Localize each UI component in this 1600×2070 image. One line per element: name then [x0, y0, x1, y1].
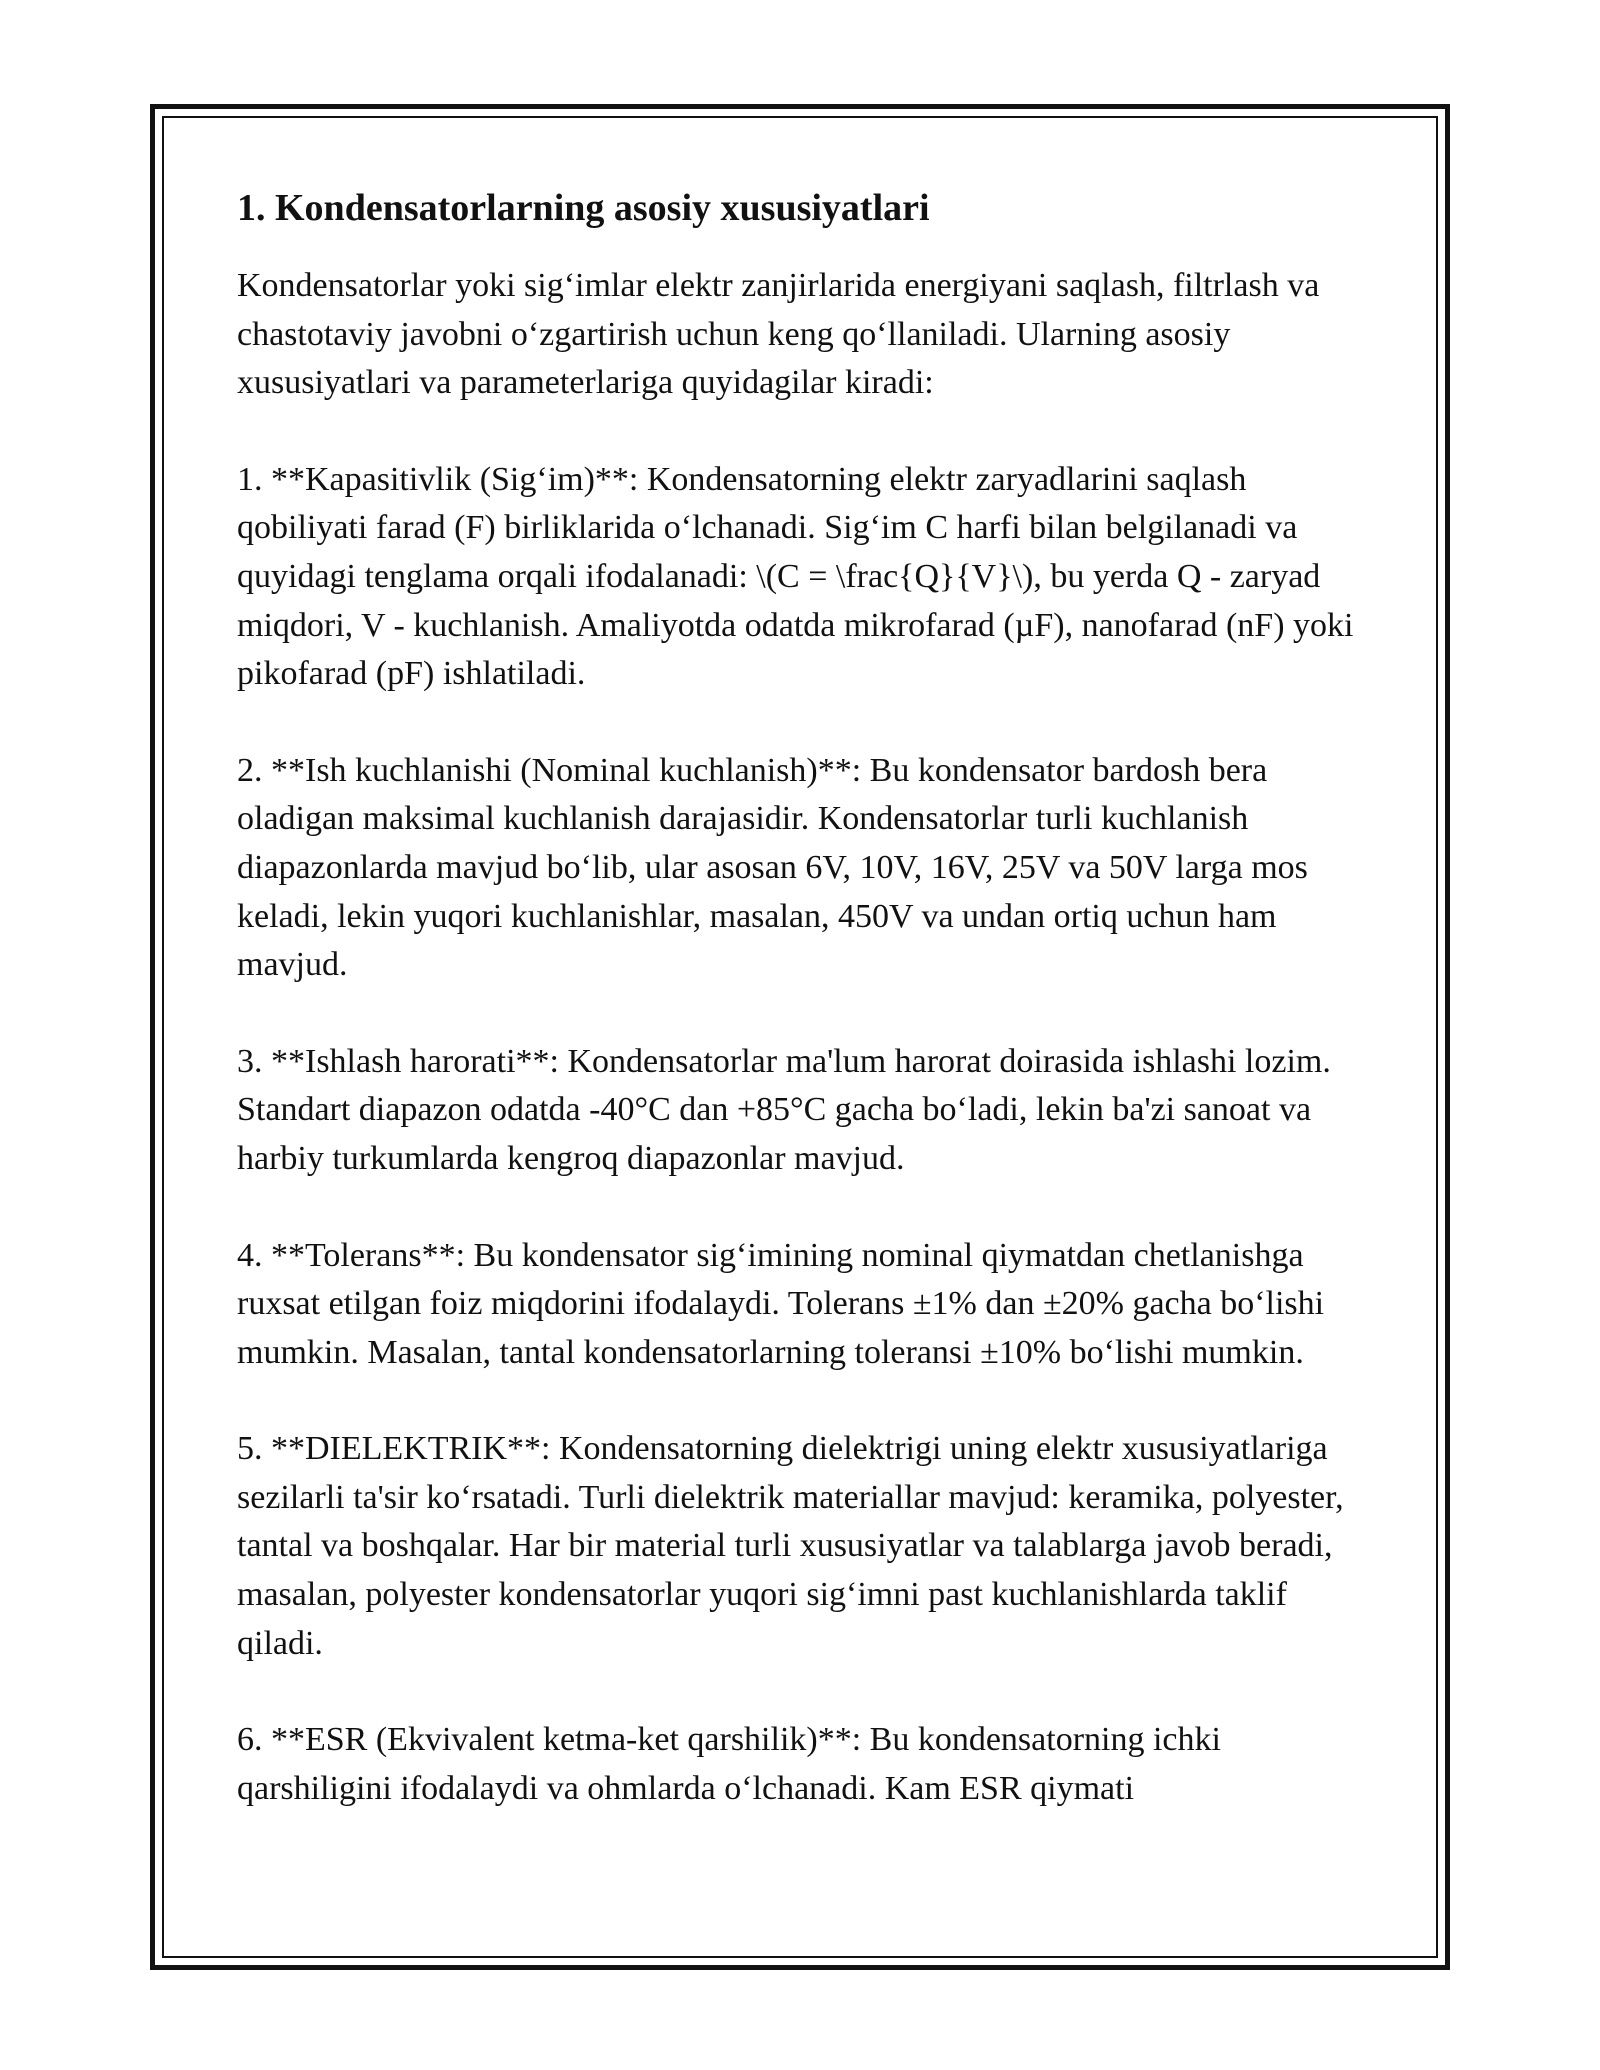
section-heading: 1. Kondensatorlarning asosiy xususiyatlari: [237, 187, 930, 229]
paragraph-esr: 6. **ESR (Ekvivalent ketma-ket qarshilik)**: Bu kondensatorning ichki qarshiligini ifodalaydi va ohmlarda o‘lchanadi. Kam ESR qiymati: [237, 1721, 1221, 1807]
paragraph-operating-temperature: 3. **Ishlash harorati**: Kondensatorlar ma'lum harorat doirasida ishlashi lozim. Standart diapazon odatda -40°C dan +85°C gacha bo‘ladi, lekin ba'zi sanoat va harbiy turkumlarda kengroq diapazonlar mavjud.: [237, 1042, 1331, 1177]
paragraph-dielectric: 5. **DIELEKTRIK**: Kondensatorning dielektrigi uning elektr xususiyatlariga sezilarli ta'sir ko‘rsatadi. Turli dielektrik materiallar mavjud: keramika, polyester, tantal va boshqalar. Har bir material turli xususiyatlar va talablarga javob beradi, masalan, polyester kondensatorlar yuqori sig‘imni past kuchlanishlarda taklif qiladi.: [237, 1430, 1344, 1662]
paragraph-working-voltage: 2. **Ish kuchlanishi (Nominal kuchlanish)**: Bu kondensator bardosh bera oladigan maksimal kuchlanish darajasidir. Kondensatorlar turli kuchlanish diapazonlarda mavjud bo‘lib, ular asosan 6V, 10V, 16V, 25V va 50V larga mos keladi, lekin yuqori kuchlanishlar, masalan, 450V va undan ortiq uchun ham mavjud.: [237, 751, 1308, 984]
document-body: [237, 184, 1362, 1861]
paragraph-tolerance: 4. **Tolerans**: Bu kondensator sig‘imining nominal qiymatdan chetlanishga ruxsat etilgan foiz miqdorini ifodalaydi. Tolerans ±1% dan ±20% gacha bo‘lishi mumkin. Masalan, tantal kondensatorlarning toleransi ±10% bo‘lishi mumkin.: [237, 1236, 1325, 1371]
intro-paragraph: Kondensatorlar yoki sig‘imlar elektr zanjirlarida energiyani saqlash, filtrlash va chastotaviy javobni o‘zgartirish uchun keng qo‘llaniladi. Ularning asosiy xususiyatlari va parameterlariga quyidagilar kiradi:: [237, 267, 1320, 402]
paragraph-capacitance: 1. **Kapasitivlik (Sig‘im)**: Kondensatorning elektr zaryadlarini saqlash qobiliyati farad (F) birliklarida o‘lchanadi. Sig‘im C harfi bilan belgilanadi va quyidagi tenglama orqali ifodalanadi: \(C = \frac{Q}{V}\), bu yerda Q - zaryad miqdori, V - kuchlanish. Amaliyotda odatda mikrofarad (µF), nanofarad (nF) yoki pikofarad (pF) ishlatiladi.: [237, 460, 1354, 693]
